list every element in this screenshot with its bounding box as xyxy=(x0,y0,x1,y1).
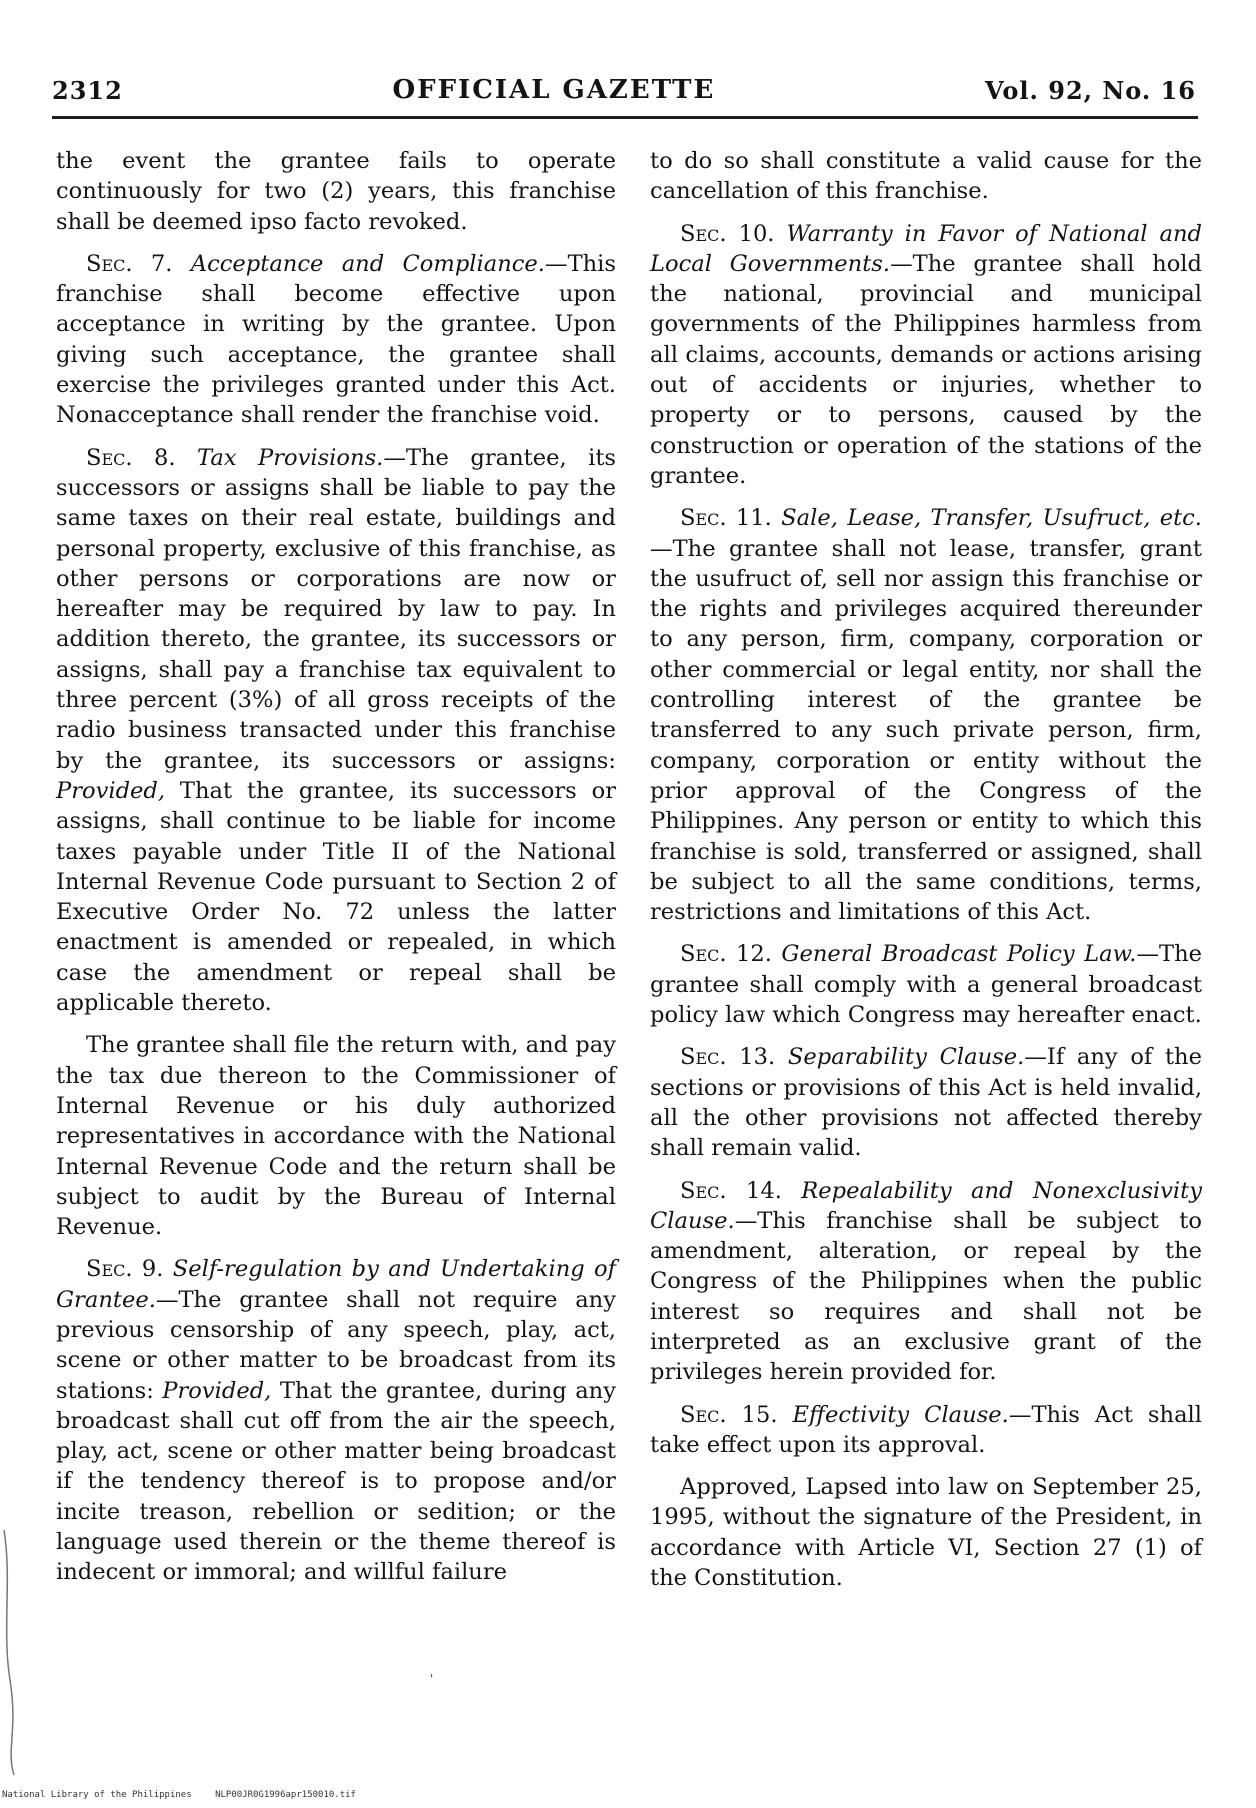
publication-title: OFFICIAL GAZETTE xyxy=(392,75,716,105)
carryover-left: the event the grantee fails to operate continuously for two (2) years, this franchise shall be deemed ipso facto revoked. xyxy=(56,148,616,235)
section-11: Sec. 11. Sale, Lease, Transfer, Usufruct, etc.—The grantee shall not lease, transfer, grant the usufruct of, sell nor assign this franchise or the rights and privileges acquired thereunder to any person, firm, company, corporation or other commercial or legal entity, nor shall the controlling interest of the grantee be transferred to any such private person, firm, company, corporation or entity without the prior approval of the Congress of the Philippines. Any person or entity to which this franchise is sold, transferred or assigned, shall be subject to all the same conditions, terms, restrictions and limitations of this Act. xyxy=(650,505,1202,926)
section-10: Sec. 10. Warranty in Favor of National and Local Governments.—The grantee shall hold the national, provincial and municipal governments of the Philippines harmless from all claims, accounts, demands or actions arising out of accidents or injuries, whether to property or to persons, caused by the construction or operation of the stations of the grantee. xyxy=(650,220,1202,489)
margin-scan-mark xyxy=(0,1520,22,1780)
section-13: Sec. 13. Separability Clause.—If any of the sections or provisions of this Act is held invalid, all the other provisions not affected thereby shall remain valid. xyxy=(650,1044,1202,1162)
section-14: Sec. 14. Repealability and Nonexclusivity Clause.—This franchise shall be subject to amendment, alteration, or repeal by the Congress of the Philippines when the public interest so requires and shall not be interpreted as an exclusive grant of the privileges herein provided for. xyxy=(650,1177,1202,1386)
library-credit: National Library of the Philippines xyxy=(2,1790,192,1800)
section-7-title: Acceptance and Compliance. xyxy=(190,250,545,277)
scan-filename: NLP00JR0G1996apr150010.tif xyxy=(215,1790,356,1800)
section-15: Sec. 15. Effectivity Clause.—This Act shall take effect upon its approval. xyxy=(650,1401,1202,1458)
section-13-title: Separability Clause. xyxy=(787,1044,1025,1071)
section-12: Sec. 12. General Broadcast Policy Law.—The grantee shall comply with a general broadcast policy law which Congress may hereafter enact. xyxy=(650,941,1202,1029)
section-12-title: General Broadcast Policy Law. xyxy=(781,941,1137,968)
header-rule xyxy=(52,116,1198,119)
approval-note: Approved, Lapsed into law on September 25, 1995, without the signature of the President, in accordance with Article VI, Section 27 (1) of the Constitution. xyxy=(650,1474,1202,1592)
section-7: Sec. 7. Acceptance and Compliance.—This franchise shall become effective upon acceptance in writing by the grantee. Upon giving such acceptance, the grantee shall exercise the privileges granted under this Act. Nonacceptance shall render the franchise void. xyxy=(56,250,617,429)
scan-footer xyxy=(2,1790,374,1800)
section-10-title: Warranty in Favor of National and Local Governments. xyxy=(650,220,1202,277)
section-8-paragraph-2: The grantee shall file the return with, and pay the tax due thereon to the Commissioner of Internal Revenue or his duly authorized representatives in accordance with the National Internal Revenue Code and the return shall be subject to audit by the Bureau of Internal Revenue. xyxy=(56,1032,617,1241)
volume-number: Vol. 92, No. 16 xyxy=(985,75,1196,105)
page-number: 2312 xyxy=(52,75,123,105)
section-15-title: Effectivity Clause. xyxy=(792,1401,1009,1428)
page-header xyxy=(52,68,1196,112)
section-8: Sec. 8. Tax Provisions.—The grantee, its successors or assigns shall be liable to pay the same taxes on their real estate, buildings and personal property, exclusive of this franchise, as other persons or corporations are now or hereafter may be required by law to pay. In addition thereto, the grantee, its successors or assigns, shall pay a franchise tax equivalent to three percent (3%) of all gross receipts of the radio business transacted under this franchise by the grantee, its successors or assigns: Provided, That the grantee, its successors or assigns, shall continue to be liable for income taxes payable under Title II of the National Internal Revenue Code pursuant to Section 2 of Executive Order No. 72 unless the latter enactment is amended or repealed, in which case the amendment or repeal shall be applicable thereto. xyxy=(56,444,616,1017)
stray-mark: ' xyxy=(430,1672,434,1686)
section-9: Sec. 9. Self-regulation by and Undertaking of Grantee.—The grantee shall not require any previous censorship of any speech, play, act, scene or other matter to be broadcast from its stations: Provided, That the grantee, during any broadcast shall cut off from the air the speech, play, act, scene or other matter being broadcast if the tendency thereof is to propose and/or incite treason, rebellion or sedition; or the language used therein or the theme thereof is indecent or immoral; and willful failure xyxy=(56,1256,616,1586)
left-column xyxy=(56,146,616,1600)
section-8-title: Tax Provisions. xyxy=(197,444,384,471)
right-column xyxy=(650,146,1202,1605)
section-9-title: Self-regulation by and Undertaking of Grantee. xyxy=(56,1256,616,1313)
carryover-right: to do so shall constitute a valid cause for the cancellation of this franchise. xyxy=(650,148,1202,205)
section-14-title: Repealability and Nonexclusivity Clause. xyxy=(650,1177,1202,1234)
section-11-title: Sale, Lease, Transfer, Usufruct, etc. xyxy=(781,505,1202,532)
